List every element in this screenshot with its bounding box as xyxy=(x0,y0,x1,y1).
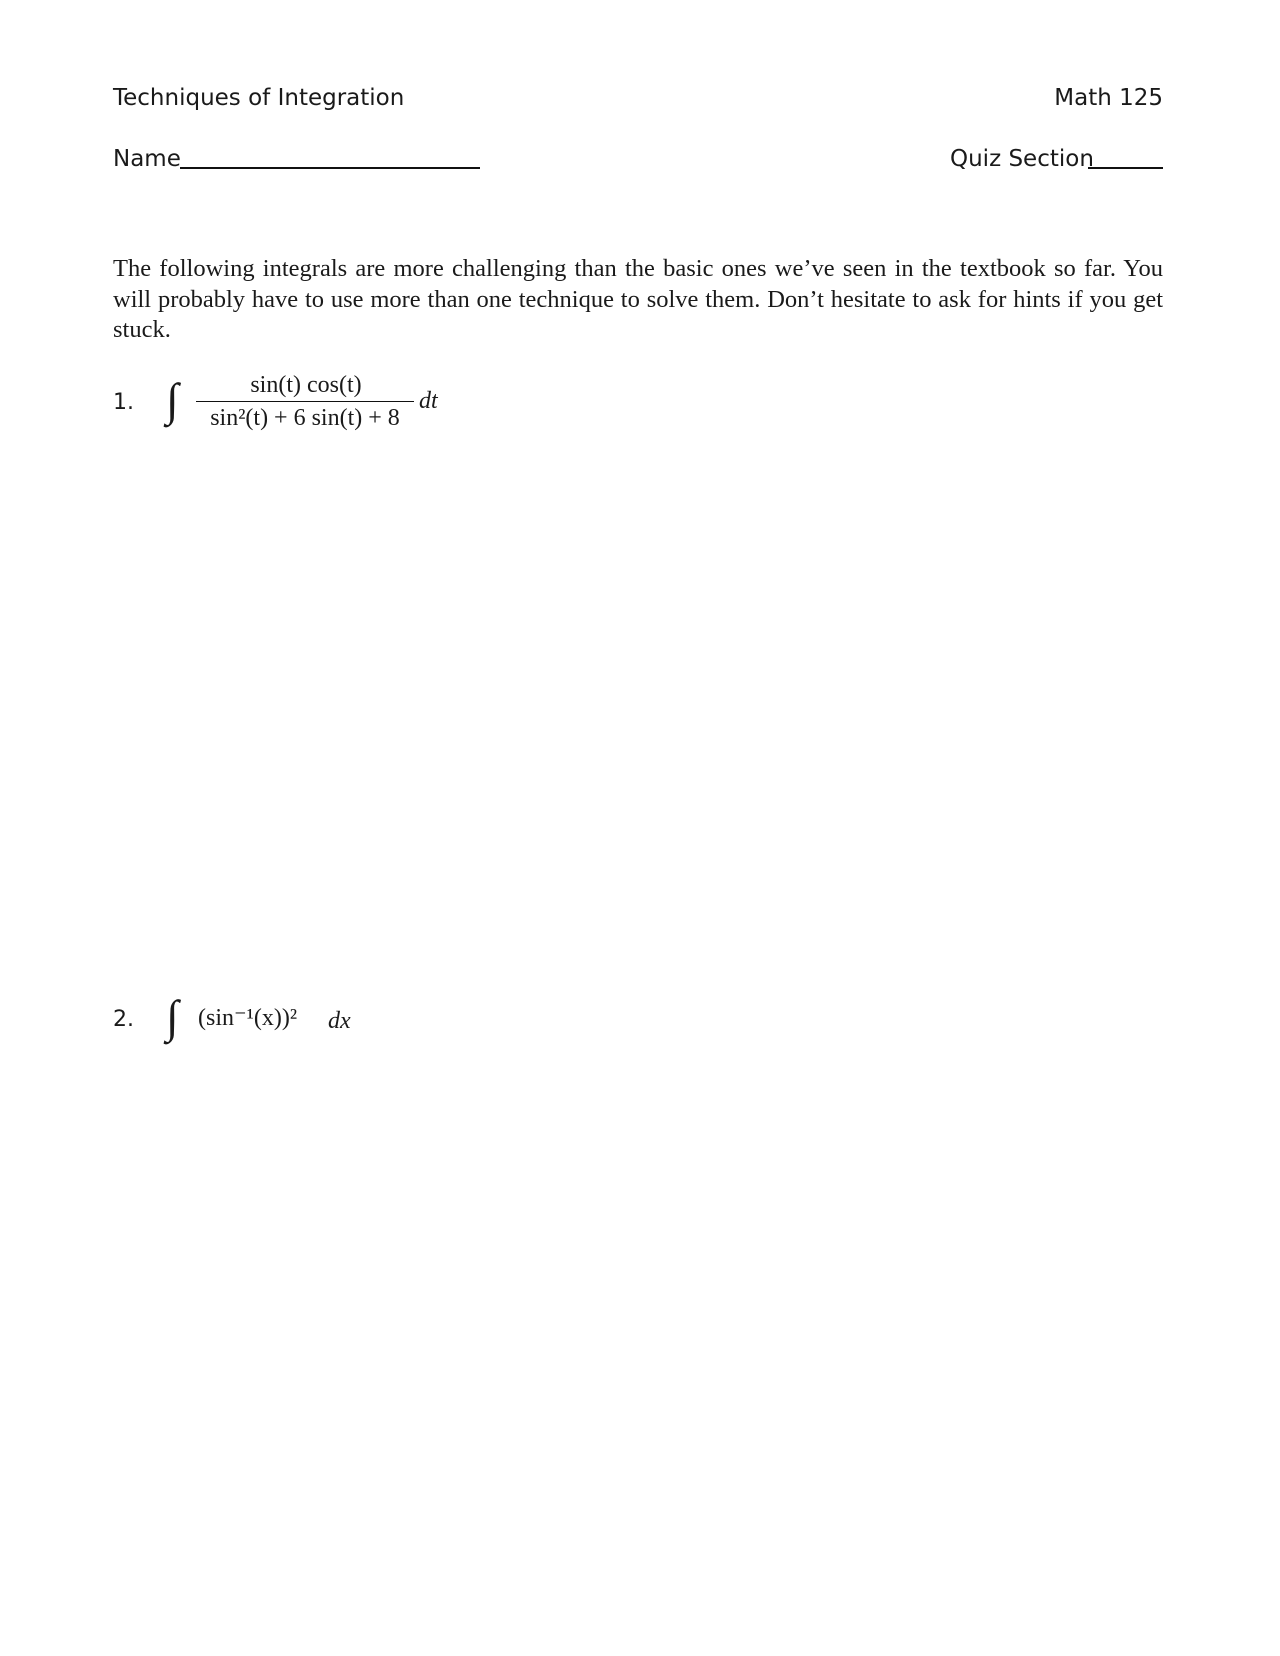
quiz-section-label: Quiz Section xyxy=(950,146,1094,172)
quiz-section-field-line[interactable] xyxy=(1088,167,1163,169)
denominator-text: sin²(t) + 6 sin(t) + 8 xyxy=(210,405,400,431)
problem-number: 2. xyxy=(113,1007,134,1032)
name-label: Name xyxy=(113,146,181,172)
differential: dx xyxy=(328,1008,351,1034)
numerator-text: sin(t) cos(t) xyxy=(250,372,362,398)
name-field-line[interactable] xyxy=(180,167,480,169)
integral-sign: ∫ xyxy=(166,374,179,425)
fraction-denominator xyxy=(194,405,416,431)
fraction-bar xyxy=(196,401,414,402)
worksheet-title: Techniques of Integration xyxy=(113,85,405,111)
problem-number: 1. xyxy=(113,390,134,415)
instructions-paragraph: The following integrals are more challenging than the basic ones we’ve seen in the textbook so far. You will probably have to use more than one technique to solve them. Don’t hesitate to ask for hints if you get stuck. xyxy=(113,255,1163,343)
fraction-numerator xyxy=(196,372,416,398)
integrand-text: (sin⁻¹(x))² xyxy=(198,1005,298,1031)
integrand-expression xyxy=(198,1003,297,1033)
differential: dt xyxy=(419,388,438,414)
course-number: Math 125 xyxy=(1054,85,1163,111)
integral-sign: ∫ xyxy=(166,991,179,1042)
